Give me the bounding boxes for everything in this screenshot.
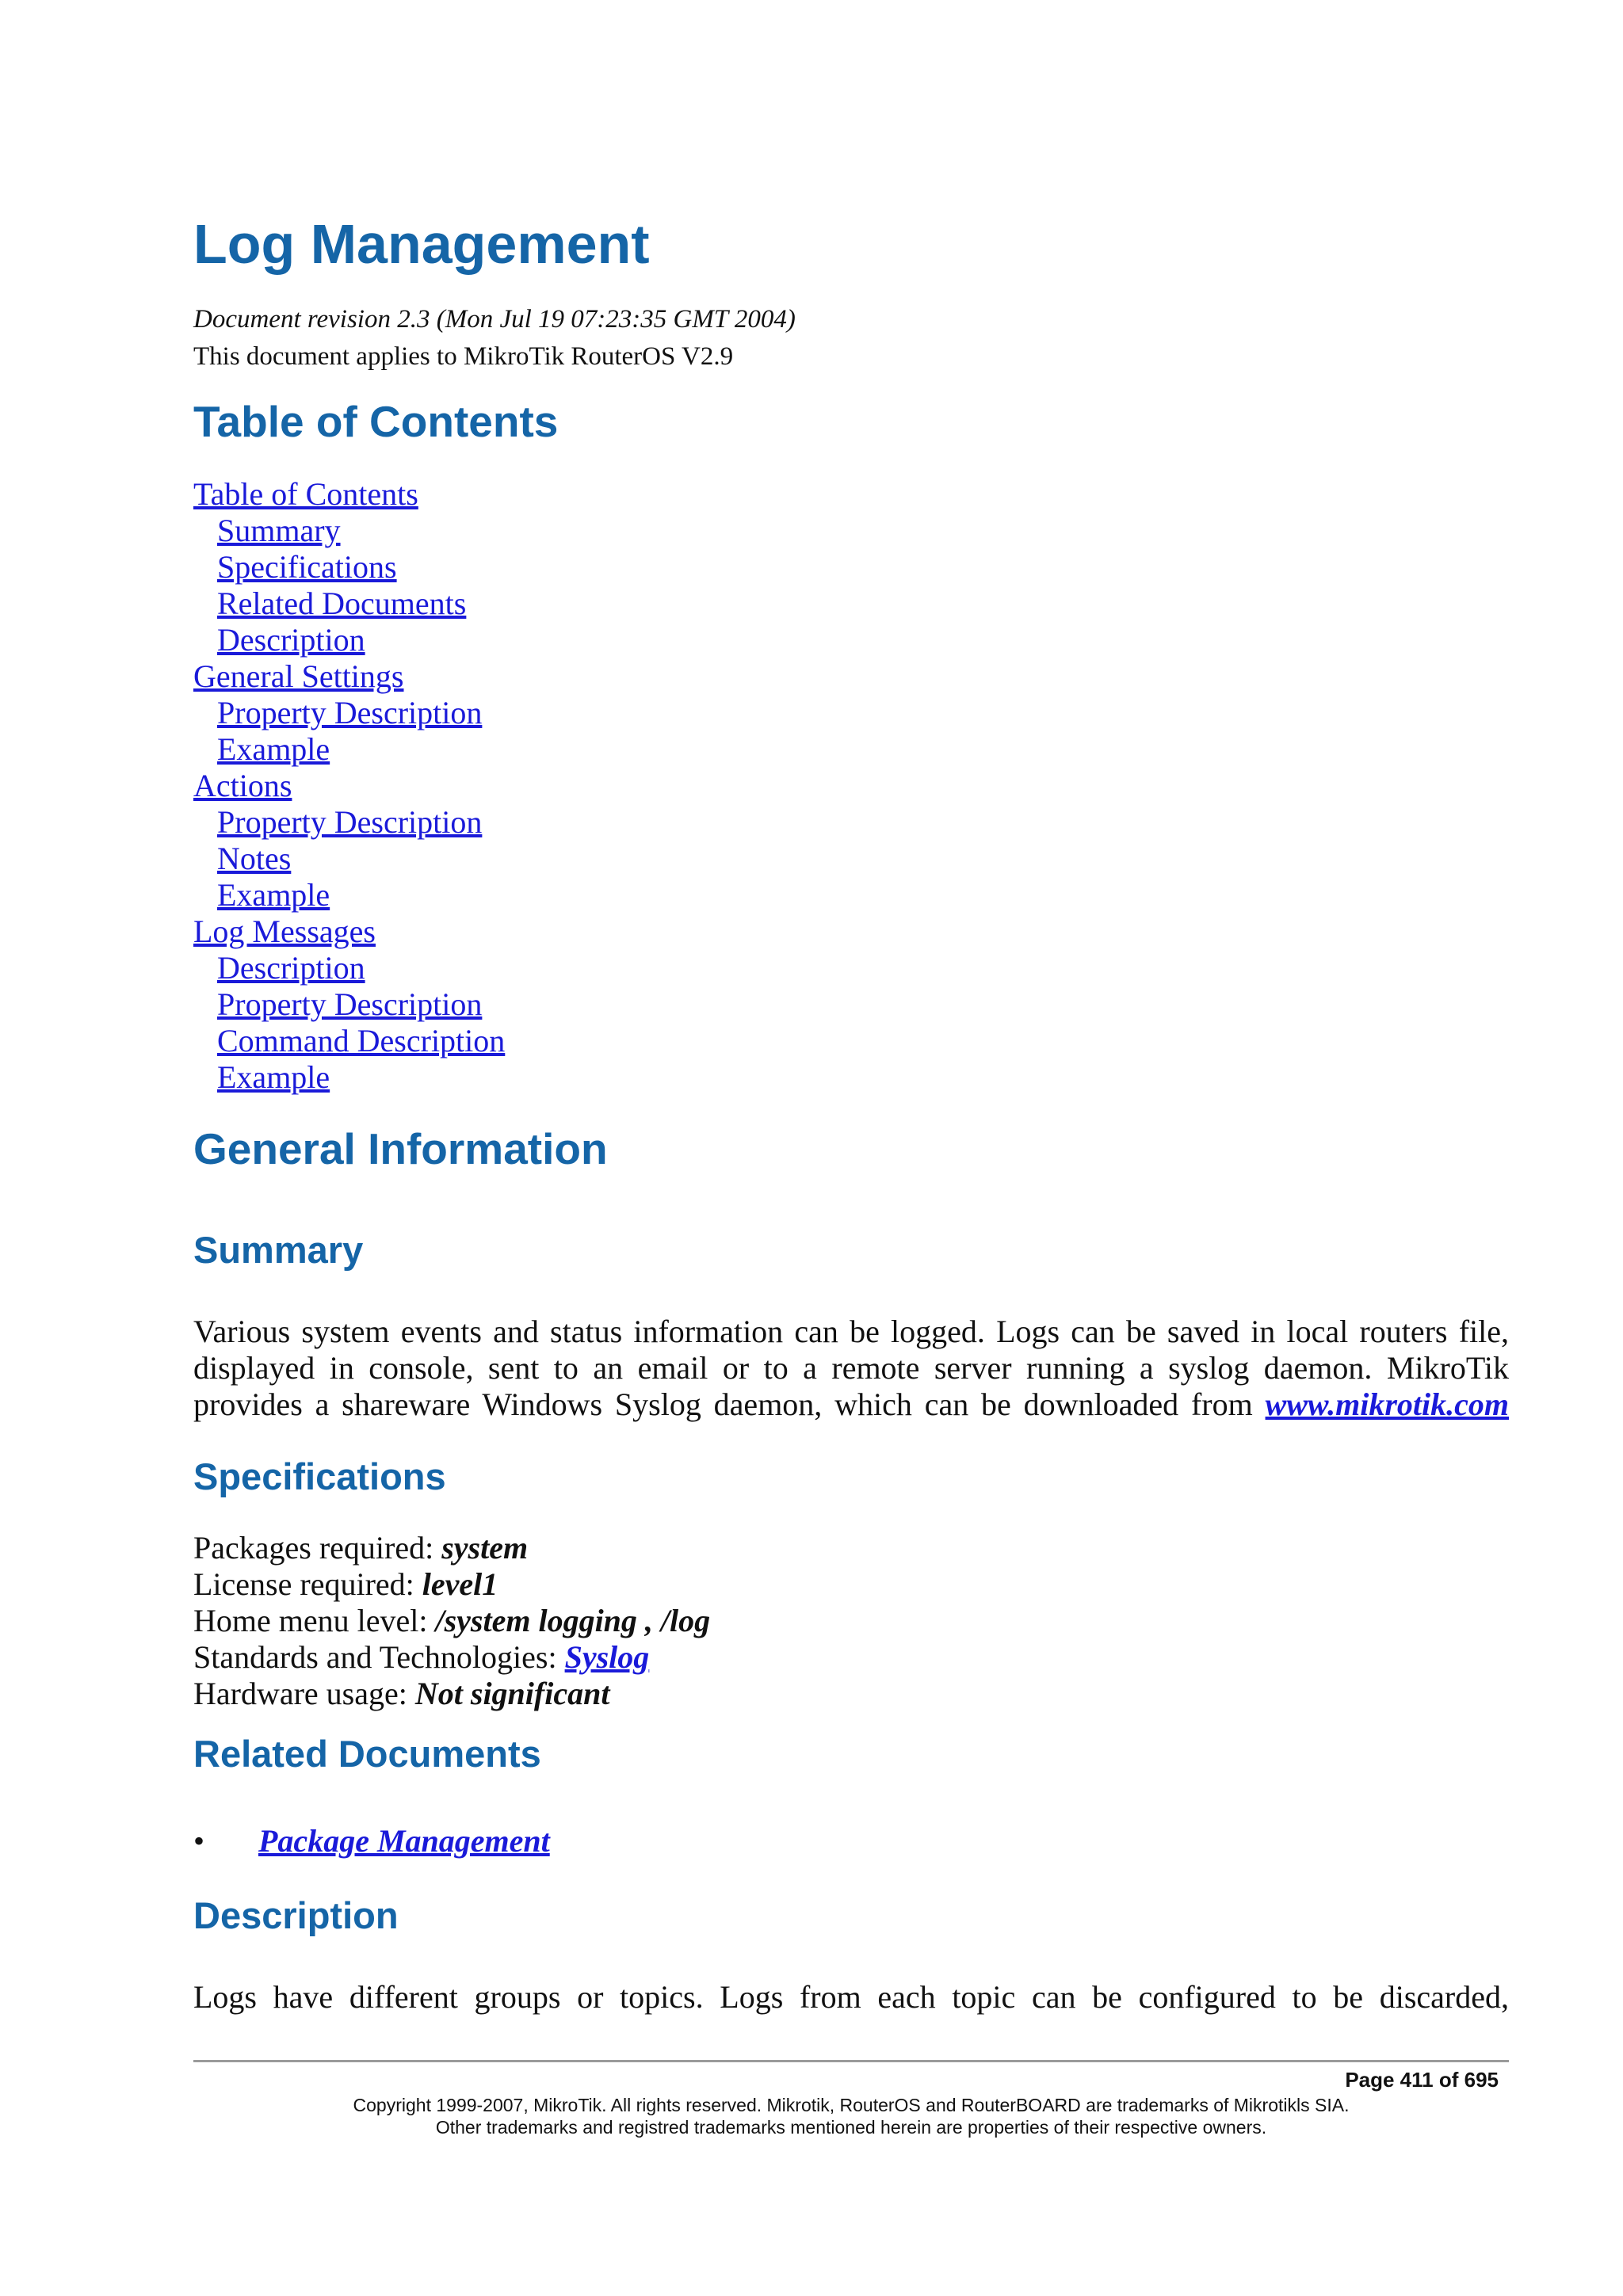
toc-link[interactable]: Example [217,731,330,767]
toc-link[interactable]: Description [217,622,365,658]
syslog-link[interactable]: Syslog [564,1639,650,1675]
description-heading: Description [193,1894,399,1936]
toc-link[interactable]: Actions [193,768,292,803]
toc-link[interactable]: Table of Contents [193,476,418,512]
footer-divider [193,2060,1509,2062]
toc-link[interactable]: Description [217,950,365,986]
page-number: Page 411 of 695 [1345,2068,1499,2092]
toc-link[interactable]: General Settings [193,658,404,694]
toc-link[interactable]: Summary [217,513,341,548]
spec-license: License required: level1 [193,1566,498,1602]
copyright-line-2: Other trademarks and registred trademarks mentioned herein are properties of their respective owners. [435,2117,1267,2138]
related-document-item [193,1822,550,1859]
package-management-link[interactable]: Package Management [258,1823,550,1859]
toc-link[interactable]: Notes [217,841,292,876]
toc-link[interactable]: Property Description [217,804,483,840]
spec-menu-level: Home menu level: /system logging , /log [193,1603,711,1638]
description-text: Logs have different groups or topics. Logs from each topic can be configured to be discarded, [193,1979,1509,2015]
toc-heading: Table of Contents [193,397,559,446]
toc-link[interactable]: Specifications [217,549,397,585]
toc-link[interactable]: Property Description [217,695,483,730]
copyright-line-1: Copyright 1999-2007, MikroTik. All rights reserved. Mikrotik, RouterOS and RouterBOARD are trademarks of Mikrotikls SIA. [353,2095,1350,2115]
mikrotik-website-link[interactable]: www.mikrotik.com [1265,1386,1509,1422]
spec-packages: Packages required: system [193,1530,529,1566]
related-documents-heading: Related Documents [193,1733,541,1775]
toc-link[interactable]: Property Description [217,986,483,1022]
toc-link[interactable]: Example [217,877,330,913]
summary-text: Various system events and status information can be logged. Logs can be saved in local routers file, displayed in console, sent to an email or to a remote server running a syslog daemon. MikroTik provides a shareware Windows Syslog daemon, which can be downloaded from www.mikrotik.com [193,1314,1509,1422]
spec-standards: Standards and Technologies: Syslog [193,1639,650,1675]
toc-link[interactable]: Example [217,1059,330,1095]
bullet-icon: • [193,1823,205,1859]
specifications-heading: Specifications [193,1455,446,1497]
general-information-heading: General Information [193,1124,608,1173]
toc-link[interactable]: Command Description [217,1023,506,1058]
toc-link[interactable]: Related Documents [217,585,467,621]
page-title: Log Management [193,213,650,275]
applies-to: This document applies to MikroTik RouterOS V2.9 [193,342,734,371]
spec-hardware: Hardware usage: Not significant [193,1676,610,1711]
document-revision: Document revision 2.3 (Mon Jul 19 07:23:35 GMT 2004) [193,305,796,334]
toc-link[interactable]: Log Messages [193,913,376,949]
summary-heading: Summary [193,1229,364,1271]
